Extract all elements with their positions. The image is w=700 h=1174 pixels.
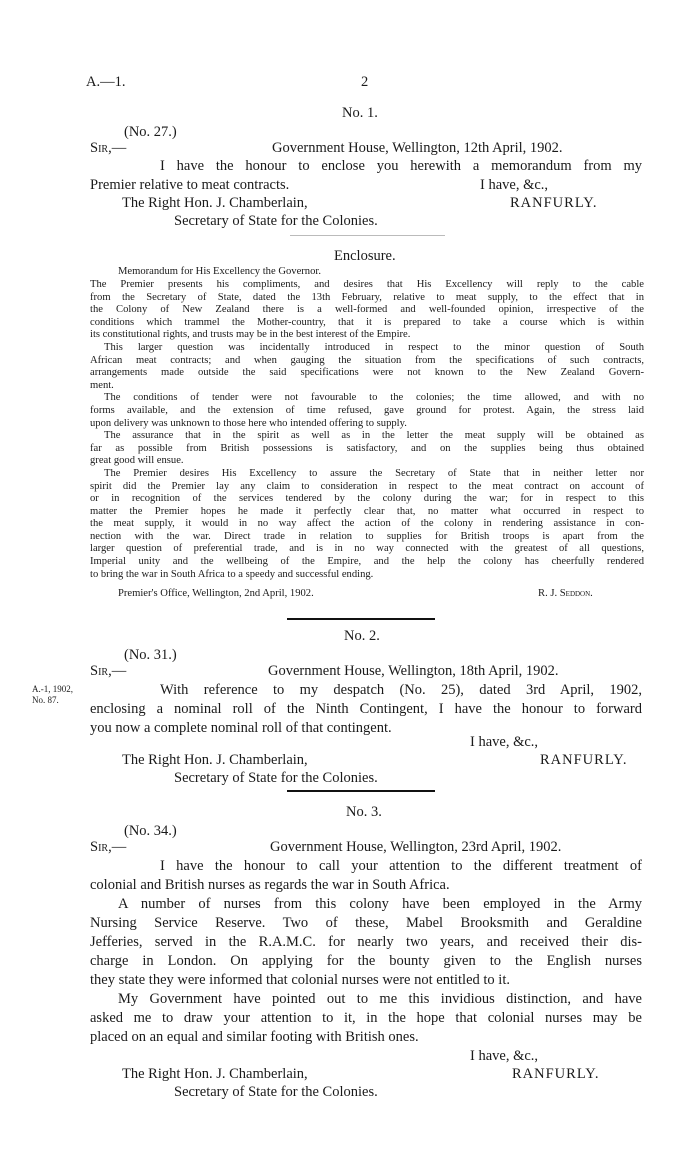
letter-3-body [90,857,642,1047]
enclosure-line: ment. [90,379,114,391]
enclosure-signed: R. J. Seddon. [538,588,593,599]
letter-1-body [90,157,642,195]
enclosure-line: forms available, and the extension of time refused, gave ground for protest. Again, the stress laid [90,404,644,416]
section-divider [290,235,445,236]
margin-note-page: No. 87. [32,695,59,705]
letter-3-signature: RANFURLY. [512,1066,600,1082]
enclosure-line: or in recognition of the services tendered by the colony during the war; for in respect to this [90,493,644,505]
letter-3-place-date: Government House, Wellington, 23rd April, 1902. [270,839,562,855]
letter-3-line: My Government have pointed out to me this invidious distinction, and have [118,991,642,1007]
letter-2-number: No. 2. [344,628,380,644]
enclosure-line: The Premier presents his compliments, and desires that His Excellency will reply to the cable [90,279,644,290]
enclosure-line: This larger question was incidentally introduced in respect to the minor question of South [104,341,644,353]
letter-1-closing: I have, &c., [480,177,549,193]
letter-3-addressee: The Right Hon. J. Chamberlain, [122,1066,308,1082]
enclosure-line: conditions which trammel the Mother-country, that it is prepared to take a course which is within [90,316,644,328]
letter-1-signature: RANFURLY. [510,195,598,211]
enclosure-line: its constitutional rights, and trusts may be in the best interest of the Empire. [90,329,411,341]
letter-2-line: you now a complete nominal roll of that contingent. [90,720,392,736]
letter-2-addressee-title: Secretary of State for the Colonies. [174,770,378,786]
letter-2-ref: (No. 31.) [124,647,177,663]
enclosure-body [90,279,644,581]
letter-3-line: asked me to draw your attention to it, in the hope that colonial nurses may be [90,1010,642,1026]
letter-3-line: colonial and British nurses as regards the war in South Africa. [90,877,450,893]
letter-2-line: With reference to my despatch (No. 25), dated 3rd April, 1902, [160,682,642,698]
enclosure-line: the meat supply, it would in no way affect the action of the colony in rendering assistance in con- [90,518,644,530]
letter-2-place-date: Government House, Wellington, 18th April, 1902. [268,663,559,679]
letter-3-line: I have the honour to call your attention to the different treatment of [160,858,642,874]
enclosure-line: The conditions of tender were not favourable to the colonies; the time allowed, and with no [104,392,644,404]
enclosure-office-date: Premier's Office, Wellington, 2nd April, 1902. [118,588,314,599]
letter-2-addressee: The Right Hon. J. Chamberlain, [122,752,308,768]
enclosure-line: nection with the war. Direct trade in relation to supplies for British troops is apart from the [90,530,644,542]
letter-2-line: enclosing a nominal roll of the Ninth Contingent, I have the honour to forward [90,701,642,717]
letter-3-ref: (No. 34.) [124,823,177,839]
margin-note-ref: A.-1, 1902, [32,684,73,694]
letter-2-signature: RANFURLY. [540,752,628,768]
enclosure-heading: Enclosure. [334,248,396,264]
series-reference: A.—1. [86,74,126,90]
enclosure-line: the Colony of New Zealand there is a well-formed and well-founded opinion, irrespective of the [90,304,644,316]
enclosure-line: far as possible from British possessions is satisfactory, and on the supplies being thus obtained [90,442,644,454]
letter-3-line: A number of nurses from this colony have been employed in the Army [118,896,642,912]
enclosure-line: The assurance that in the spirit as well as in the letter the meat supply will be obtained as [104,430,644,442]
letter-3-closing: I have, &c., [470,1048,539,1064]
enclosure-line: great good will ensue. [90,455,184,467]
enclosure-line: from the Secretary of State, dated the 13th February, relative to meat supply, to the effect that in [90,291,644,303]
letter-3-number: No. 3. [346,804,382,820]
letter-3-line: charge in London. On applying for the bounty given to the English nurses [90,953,642,969]
enclosure-line: arrangements made outside the said specifications were not known to the New Zealand Govern- [90,367,644,379]
letter-3-line: Nursing Service Reserve. Two of these, Mabel Brooksmith and Geraldine [90,915,642,931]
enclosure-addressed-to: Memorandum for His Excellency the Governor. [118,266,321,277]
letter-1-addressee-title: Secretary of State for the Colonies. [174,213,378,229]
enclosure-line: The Premier desires His Excellency to assure the Secretary of State that in neither letter nor [104,467,644,479]
enclosure-line: upon delivery was unknown to those here who intended offering to supply. [90,417,407,429]
enclosure-line: matter the Premier hopes he made it perfectly clear that, no matter what occurred in respect to [90,505,644,517]
letter-1-salutation: Sir,— [90,140,127,156]
letter-3-line: placed on an equal and similar footing with British ones. [90,1029,419,1045]
letter-2-body [90,681,642,738]
page-number: 2 [361,74,369,90]
letter-3-line: Jefferies, served in the R.A.M.C. for nearly two years, and received their dis- [90,934,642,950]
letter-1-line: Premier relative to meat contracts. [90,177,290,193]
section-rule [287,790,435,792]
letter-1-addressee: The Right Hon. J. Chamberlain, [122,195,308,211]
letter-1-ref: (No. 27.) [124,124,177,140]
enclosure-line: to bring the war in South Africa to a speedy and successful ending. [90,568,374,580]
letter-3-addressee-title: Secretary of State for the Colonies. [174,1084,378,1100]
letter-2-closing: I have, &c., [470,734,539,750]
section-rule [287,618,435,620]
enclosure-line: Imperial unity and the wellbeing of the Empire, and the help the colony has cheerfully rendered [90,556,644,568]
letter-3-line: they state they were informed that colonial nurses were not entitled to it. [90,972,510,988]
enclosure-line: African meat contracts; and when gauging the situation from the specifications of such contracts, [90,354,644,366]
letter-1-line: I have the honour to enclose you herewith a memorandum from my [160,158,642,174]
letter-1-number: No. 1. [342,105,378,121]
letter-3-salutation: Sir,— [90,839,127,855]
letter-2-salutation: Sir,— [90,663,127,679]
letter-1-place-date: Government House, Wellington, 12th April, 1902. [272,140,563,156]
enclosure-line: larger question of preferential trade, and is in no way connected with the greatest of all questions, [90,543,644,555]
enclosure-line: spirit did the Premier lay any claim to consideration in respect to the meat contract on account of [90,480,644,492]
